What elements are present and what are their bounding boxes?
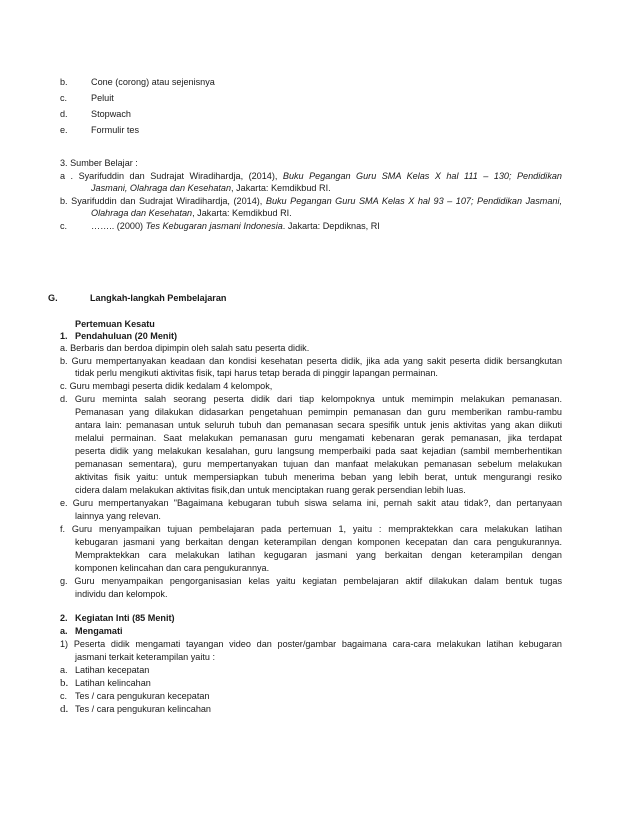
list-item-text: Latihan kecepatan (75, 665, 150, 675)
list-marker: 1. (60, 331, 68, 341)
subsection-heading (60, 612, 175, 624)
subheading: Pertemuan Kesatu (75, 319, 155, 329)
paragraph-line: Mempraktekkan cara melakukan latihan kegugaran jasmani yang berkaitan dengan keterampilan dengan (75, 550, 562, 560)
list-marker: e. (60, 125, 68, 135)
paragraph-line: c. Guru membagi peserta didik kedalam 4 kelompok, (60, 381, 273, 391)
list-item (60, 124, 139, 136)
list-marker: c. (60, 691, 68, 701)
list-item-text: Formulir tes (91, 125, 139, 135)
reference-title: Jasmani, Olahraga dan Kesehatan (91, 183, 232, 193)
reference-line (60, 170, 562, 182)
reference-text: , Jakarta: Kemdikbud RI. (192, 208, 292, 218)
list-item (60, 677, 151, 689)
list-item (60, 664, 149, 676)
section-heading: 3. Sumber Belajar : (60, 158, 138, 168)
paragraph-line: jasmani terkait keterampilan yaitu : (75, 652, 216, 662)
list-item (60, 76, 215, 88)
list-item-text: Tes / cara pengukuran kecepatan (75, 691, 210, 701)
paragraph-line: Pemanasan yang dilakukan didasarkan pengetahuan pemimpin pemanasan dan guru memberikan rambu-rambu (75, 407, 562, 417)
paragraph-line: pemanasan sementara), guru mempertanyakan tujuan dan manfaat melakukan pemanasan sebelum melakukan (75, 459, 562, 469)
paragraph-line: lainnya yang relevan. (75, 511, 161, 521)
subsection-heading (60, 625, 123, 637)
subsection-title: Mengamati (75, 626, 123, 636)
reference-text: Syarifuddin dan Sudrajat Wiradihardja, (2014), (78, 171, 278, 181)
reference-text: , Jakarta: Kemdikbud RI. (231, 183, 331, 193)
paragraph-line: aktivitas fisik yaitu: untuk mempersiapkan tubuh menerima beban yang lebih berat, untuk mengurangi resiko (75, 472, 562, 482)
reference-line (60, 195, 562, 207)
list-marker: c. (60, 93, 68, 103)
list-item (60, 92, 114, 104)
reference-line (91, 207, 292, 219)
reference-text: …….. (2000) (91, 221, 144, 231)
list-item (60, 690, 209, 702)
list-item-text: Cone (corong) atau sejenisnya (91, 77, 215, 87)
reference-title: Buku Pegangan Guru SMA Kelas X hal 93 – 107; Pendidikan Jasmani, (265, 196, 562, 206)
list-item-text: Latihan kelincahan (75, 678, 151, 688)
reference-line (91, 182, 331, 194)
list-marker: b. (60, 196, 68, 206)
section-g-heading (48, 292, 226, 304)
list-item (60, 108, 131, 120)
list-marker: d. (60, 703, 69, 715)
list-item-text: Stopwach (91, 109, 131, 119)
list-item (60, 703, 211, 715)
list-marker: b. (60, 77, 68, 87)
list-marker: c. (60, 221, 68, 231)
paragraph-line: cidera dalam melakukan aktivitas fisik,dan untuk menciptakan ruang gerak persendian lebih luas. (75, 485, 466, 495)
reference-title: Tes Kebugaran jasmani Indonesia (145, 221, 283, 231)
paragraph-line: d. Guru meminta salah seorang peserta didik dari tiap kelompoknya untuk memimpin melakukan pemanasan. (60, 394, 562, 404)
list-marker: d. (60, 109, 68, 119)
paragraph-line: 1) Peserta didik mengamati tayangan video dan poster/gambar bagaimana cara-cara melakukan latihan kebugaran (60, 639, 562, 649)
paragraph-line: antara lain: pemanasan untuk seluruh tubuh dan pemanasan secara spesifik untuk jenis aktivitas yang akan diikuti (75, 420, 562, 430)
reference-text: . Jakarta: Depdiknas, RI (282, 221, 380, 231)
subsection-title: Pendahuluan (20 Menit) (75, 331, 178, 341)
paragraph-line: tidak perlu mengikuti aktivitas fisik, tapi harus tetap berada di pinggir lapangan permainan. (75, 368, 438, 378)
paragraph-line: individu dan kelompok. (75, 589, 168, 599)
reference-title: Olahraga dan Kesehatan (91, 208, 193, 218)
section-marker: G. (48, 293, 58, 303)
list-marker: a. (60, 665, 68, 675)
paragraph-line: komponen kelincahan dan cara pengukurannya. (75, 563, 270, 573)
paragraph-line: b. Guru mempertanyakan keadaan dan kondisi kesehatan peserta didik, jika ada yang sakit peserta didik bersangkutan (60, 356, 562, 366)
list-marker: b. (60, 677, 69, 689)
list-item-text: Tes / cara pengukuran kelincahan (75, 704, 211, 714)
list-marker: a . (60, 171, 74, 181)
paragraph-line: melalui permainan. Saat melakukan pemanasan guru mengamati kebenaran gerak pemanasan, jika terdapat (75, 433, 562, 443)
reference-text: Syarifuddin dan Sudrajat Wiradihardja, (2014), (71, 196, 263, 206)
list-marker: 2. (60, 613, 68, 623)
list-item-text: Peluit (91, 93, 114, 103)
reference-title: Buku Pegangan Guru SMA Kelas X hal 111 – 130; Pendidikan (282, 171, 562, 181)
paragraph-line: peserta didik yang melakukan kesalahan, guru langsung memperbaiki pada saat kejadian (sambil memberhentikan (75, 446, 562, 456)
subsection-title: Kegiatan Inti (85 Menit) (75, 613, 175, 623)
paragraph-line: e. Guru mempertanyakan "Bagaimana kebugaran tubuh siswa selama ini, pernah sakit atau tidak?, dan pertanyaan (60, 498, 562, 508)
paragraph-line: g. Guru menyampaikan pengorganisasian kelas yaitu kegiatan pembelajaran aktif dilakukan dalam bentuk tugas (60, 576, 562, 586)
paragraph-line: f. Guru menyampaikan tujuan pembelajaran pada pertemuan 1, yaitu : mempraktekkan cara melakukan latihan (60, 524, 562, 534)
list-marker: a. (60, 626, 68, 636)
reference-line (60, 220, 380, 232)
subsection-heading (60, 330, 177, 342)
paragraph-line: kebugaran jasmani yang berkaitan dengan keterampilan dengan komponen kecepatan dan cara pengukurannya. (75, 537, 562, 547)
paragraph-line: a. Berbaris dan berdoa dipimpin oleh salah satu peserta didik. (60, 343, 310, 353)
section-title: Langkah-langkah Pembelajaran (90, 293, 227, 303)
